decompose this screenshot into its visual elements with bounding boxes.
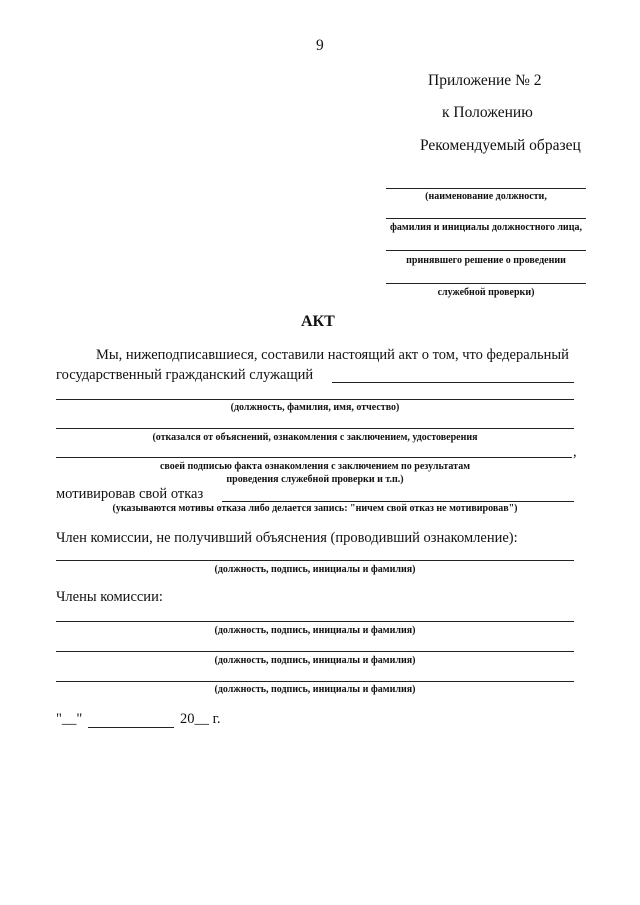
member-line-3 <box>56 681 574 682</box>
date-day-blank: __ <box>61 711 77 727</box>
addressee-caption-3: принявшего решение о проведении <box>406 255 566 266</box>
position-caption: (должность, фамилия, имя, отчество) <box>230 402 400 413</box>
refusal-caption: (отказался от объяснений, ознакомления с заключением, удостоверения <box>152 432 478 443</box>
motivating-label: мотивировав свой отказ <box>56 486 204 502</box>
member-caption-1: (должность, подпись, инициалы и фамилия) <box>214 625 416 636</box>
date-line <box>56 711 82 728</box>
page-number: 9 <box>316 37 324 54</box>
signature-fact-line <box>56 457 572 458</box>
appendix-label: Приложение № 2 <box>428 72 542 89</box>
refusal-line <box>56 428 574 429</box>
comma-mark: , <box>573 444 577 460</box>
commission-member-line <box>56 560 574 561</box>
date-month-line <box>88 727 174 728</box>
member-line-2 <box>56 651 574 652</box>
body-line-1: Мы, нижеподписавшиеся, составили настоящий акт о том, что федеральный <box>96 347 569 363</box>
employee-blank-line <box>332 382 574 383</box>
position-line <box>56 399 574 400</box>
date-year-suffix: г. <box>212 711 221 727</box>
addressee-caption-4: служебной проверки) <box>437 287 535 298</box>
member-caption-2: (должность, подпись, инициалы и фамилия) <box>214 655 416 666</box>
addressee-line-4 <box>386 283 586 284</box>
addressee-caption-2: фамилия и инициалы должностного лица, <box>390 222 582 233</box>
commission-member-label: Член комиссии, не получивший объяснения (проводивший ознакомление): <box>56 530 518 546</box>
addressee-line-2 <box>386 218 586 219</box>
signature-fact-caption-1: своей подписью факта ознакомления с заключением по результатам <box>159 461 471 472</box>
commission-member-caption: (должность, подпись, инициалы и фамилия) <box>214 564 416 575</box>
addressee-line-1 <box>386 188 586 189</box>
addressee-line-3 <box>386 250 586 251</box>
body-line-2: государственный гражданский служащий <box>56 367 314 383</box>
member-line-1 <box>56 621 574 622</box>
recommended-sample-label: Рекомендуемый образец <box>420 137 581 154</box>
addressee-caption-1: (наименование должности, <box>425 191 547 202</box>
date-year-prefix: 20 <box>180 711 195 727</box>
motives-line <box>222 501 574 502</box>
date-quote-open: " <box>56 711 62 727</box>
commission-members-label: Члены комиссии: <box>56 589 163 605</box>
date-quote-close: " <box>76 711 83 727</box>
member-caption-3: (должность, подпись, инициалы и фамилия) <box>214 684 416 695</box>
motives-caption: (указываются мотивы отказа либо делается запись: "ничем свой отказ не мотивировав") <box>112 503 518 514</box>
signature-fact-caption-2: проведения служебной проверки и т.п.) <box>226 474 404 485</box>
regulation-label: к Положению <box>442 104 533 121</box>
date-year-blank: __ <box>194 711 209 727</box>
document-title: АКТ <box>301 313 335 330</box>
date-year <box>180 711 221 728</box>
